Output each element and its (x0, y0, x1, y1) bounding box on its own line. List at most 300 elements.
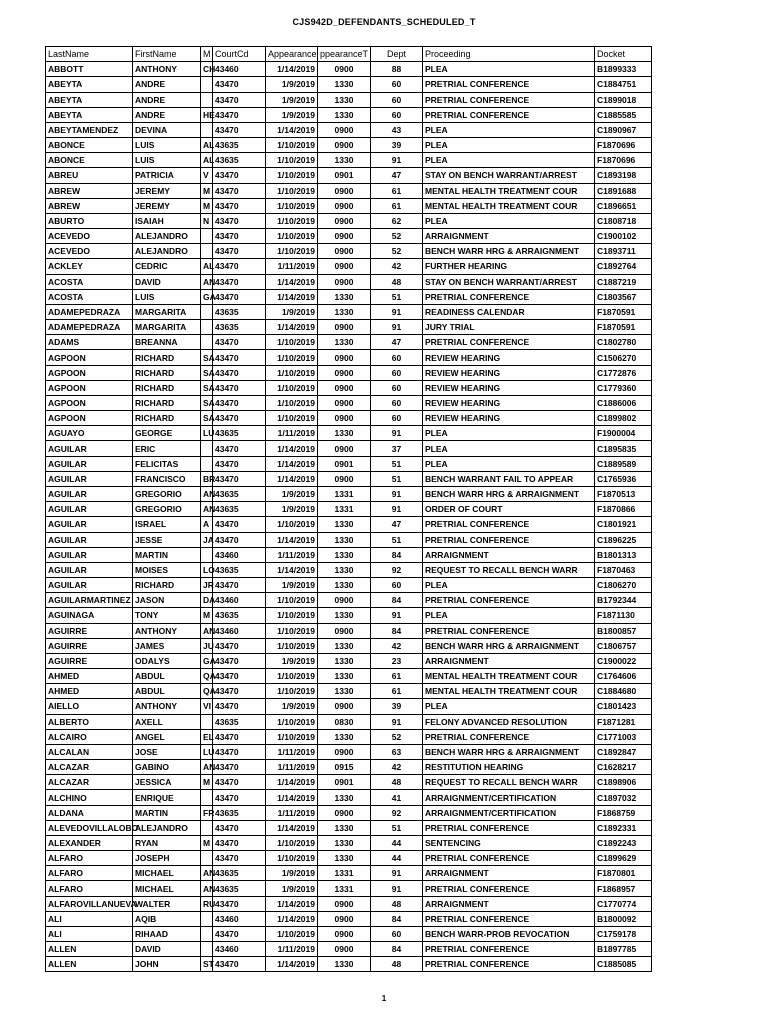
cell-dept: 51 (371, 289, 423, 304)
table-row (46, 896, 652, 911)
cell-firstname: DEVINA (133, 122, 201, 137)
cell-courtcd: 43470 (213, 684, 266, 699)
cell-courtcd: 43470 (213, 532, 266, 547)
cell-lastname: ADAMEPEDRAZA (46, 304, 133, 319)
header-dept: Dept (371, 47, 423, 62)
table-row (46, 304, 652, 319)
cell-lastname: ALDANA (46, 805, 133, 820)
cell-middle: RU (201, 896, 213, 911)
header-appearance-date: Appearance (266, 47, 318, 62)
cell-lastname: ALLEN (46, 957, 133, 972)
cell-appearance-time: 0900 (318, 320, 371, 335)
cell-docket: C1628217 (595, 760, 652, 775)
cell-middle: SA (201, 380, 213, 395)
table-row (46, 92, 652, 107)
cell-middle: AN (201, 760, 213, 775)
cell-courtcd: 43470 (213, 699, 266, 714)
cell-appearance-date: 1/10/2019 (266, 350, 318, 365)
cell-docket: B1899333 (595, 62, 652, 77)
cell-lastname: AGUILAR (46, 471, 133, 486)
cell-docket: C1765936 (595, 471, 652, 486)
cell-appearance-time: 0900 (318, 213, 371, 228)
cell-firstname: WALTER (133, 896, 201, 911)
cell-courtcd: 43470 (213, 380, 266, 395)
cell-middle (201, 926, 213, 941)
cell-appearance-date: 1/14/2019 (266, 289, 318, 304)
cell-docket: B1792344 (595, 593, 652, 608)
table-row (46, 411, 652, 426)
cell-docket: F1868957 (595, 881, 652, 896)
header-courtcd: CourtCd (213, 47, 266, 62)
cell-courtcd: 43470 (213, 926, 266, 941)
cell-firstname: ERIC (133, 441, 201, 456)
header-proceeding: Proceeding (423, 47, 595, 62)
cell-firstname: PATRICIA (133, 168, 201, 183)
cell-appearance-time: 1330 (318, 669, 371, 684)
cell-docket: F1900004 (595, 426, 652, 441)
cell-appearance-date: 1/10/2019 (266, 608, 318, 623)
cell-middle (201, 92, 213, 107)
cell-firstname: AXELL (133, 714, 201, 729)
cell-middle (201, 335, 213, 350)
cell-appearance-time: 0900 (318, 911, 371, 926)
cell-courtcd: 43470 (213, 168, 266, 183)
cell-proceeding: SENTENCING (423, 835, 595, 850)
cell-docket: C1895835 (595, 441, 652, 456)
cell-docket: C1900102 (595, 229, 652, 244)
cell-dept: 91 (371, 320, 423, 335)
cell-firstname: ANDRE (133, 107, 201, 122)
table-row (46, 881, 652, 896)
cell-middle: GA (201, 653, 213, 668)
table-row (46, 274, 652, 289)
cell-proceeding: PLEA (423, 699, 595, 714)
cell-proceeding: ARRAIGNMENT (423, 229, 595, 244)
cell-firstname: BREANNA (133, 335, 201, 350)
cell-firstname: JOHN (133, 957, 201, 972)
cell-docket: C1889589 (595, 456, 652, 471)
cell-lastname: ALI (46, 911, 133, 926)
table-row (46, 502, 652, 517)
cell-courtcd: 43470 (213, 213, 266, 228)
cell-docket: C1896651 (595, 198, 652, 213)
cell-appearance-time: 0900 (318, 198, 371, 213)
table-row (46, 153, 652, 168)
cell-lastname: ABREW (46, 183, 133, 198)
cell-courtcd: 43470 (213, 638, 266, 653)
cell-firstname: ALEJANDRO (133, 244, 201, 259)
cell-appearance-time: 0900 (318, 274, 371, 289)
cell-proceeding: PLEA (423, 441, 595, 456)
cell-appearance-date: 1/9/2019 (266, 699, 318, 714)
cell-lastname: ALFARO (46, 881, 133, 896)
cell-courtcd: 43470 (213, 335, 266, 350)
cell-docket: C1896225 (595, 532, 652, 547)
cell-proceeding: PRETRIAL CONFERENCE (423, 289, 595, 304)
cell-proceeding: STAY ON BENCH WARRANT/ARREST (423, 168, 595, 183)
cell-appearance-time: 1330 (318, 517, 371, 532)
table-row (46, 653, 652, 668)
cell-appearance-time: 1330 (318, 684, 371, 699)
cell-lastname: AGUILAR (46, 547, 133, 562)
cell-proceeding: FELONY ADVANCED RESOLUTION (423, 714, 595, 729)
cell-lastname: ACEVEDO (46, 229, 133, 244)
cell-firstname: ISRAEL (133, 517, 201, 532)
cell-dept: 84 (371, 593, 423, 608)
cell-middle: ST (201, 957, 213, 972)
cell-lastname: AGPOON (46, 380, 133, 395)
table-row (46, 790, 652, 805)
cell-courtcd: 43470 (213, 122, 266, 137)
cell-middle: CH (201, 62, 213, 77)
cell-proceeding: PRETRIAL CONFERENCE (423, 942, 595, 957)
cell-courtcd: 43635 (213, 714, 266, 729)
cell-appearance-date: 1/11/2019 (266, 547, 318, 562)
cell-firstname: LUIS (133, 153, 201, 168)
cell-courtcd: 43470 (213, 729, 266, 744)
cell-proceeding: PLEA (423, 578, 595, 593)
cell-lastname: ALBERTO (46, 714, 133, 729)
cell-lastname: AGUINAGA (46, 608, 133, 623)
cell-middle: JA (201, 532, 213, 547)
cell-middle: DA (201, 593, 213, 608)
cell-appearance-time: 0900 (318, 805, 371, 820)
cell-appearance-time: 0915 (318, 760, 371, 775)
cell-proceeding: PRETRIAL CONFERENCE (423, 92, 595, 107)
cell-appearance-date: 1/10/2019 (266, 851, 318, 866)
cell-dept: 91 (371, 866, 423, 881)
cell-docket: C1898906 (595, 775, 652, 790)
cell-courtcd: 43470 (213, 77, 266, 92)
cell-dept: 52 (371, 244, 423, 259)
cell-proceeding: PLEA (423, 213, 595, 228)
cell-appearance-time: 0900 (318, 244, 371, 259)
table-row (46, 289, 652, 304)
cell-firstname: MICHAEL (133, 881, 201, 896)
cell-firstname: JEREMY (133, 183, 201, 198)
cell-middle: JR (201, 578, 213, 593)
cell-appearance-date: 1/9/2019 (266, 92, 318, 107)
cell-appearance-time: 1330 (318, 426, 371, 441)
table-row (46, 335, 652, 350)
cell-dept: 23 (371, 653, 423, 668)
cell-firstname: RICHARD (133, 578, 201, 593)
cell-appearance-time: 1330 (318, 820, 371, 835)
cell-middle (201, 851, 213, 866)
table-row (46, 471, 652, 486)
cell-dept: 88 (371, 62, 423, 77)
cell-appearance-date: 1/10/2019 (266, 926, 318, 941)
cell-appearance-date: 1/14/2019 (266, 471, 318, 486)
cell-courtcd: 43470 (213, 456, 266, 471)
cell-docket: C1885085 (595, 957, 652, 972)
cell-appearance-time: 0900 (318, 138, 371, 153)
cell-appearance-time: 0900 (318, 229, 371, 244)
cell-lastname: AHMED (46, 684, 133, 699)
cell-proceeding: PRETRIAL CONFERENCE (423, 911, 595, 926)
cell-docket: C1802780 (595, 335, 652, 350)
table-row (46, 486, 652, 501)
cell-dept: 60 (371, 92, 423, 107)
cell-middle: N (201, 213, 213, 228)
cell-courtcd: 43635 (213, 320, 266, 335)
cell-dept: 47 (371, 168, 423, 183)
cell-appearance-time: 0901 (318, 456, 371, 471)
cell-lastname: AGUILAR (46, 517, 133, 532)
cell-middle: V (201, 168, 213, 183)
cell-lastname: AHMED (46, 669, 133, 684)
cell-firstname: LUIS (133, 138, 201, 153)
cell-courtcd: 43460 (213, 623, 266, 638)
cell-firstname: MICHAEL (133, 866, 201, 881)
cell-lastname: ALFAROVILLANUEVA (46, 896, 133, 911)
cell-appearance-time: 1330 (318, 957, 371, 972)
cell-appearance-date: 1/10/2019 (266, 623, 318, 638)
cell-appearance-date: 1/11/2019 (266, 805, 318, 820)
cell-appearance-time: 0900 (318, 942, 371, 957)
cell-appearance-date: 1/11/2019 (266, 259, 318, 274)
table-row (46, 229, 652, 244)
cell-appearance-date: 1/10/2019 (266, 213, 318, 228)
table-row (46, 926, 652, 941)
cell-docket: C1892331 (595, 820, 652, 835)
cell-firstname: JASON (133, 593, 201, 608)
cell-appearance-time: 1330 (318, 289, 371, 304)
cell-proceeding: PRETRIAL CONFERENCE (423, 957, 595, 972)
cell-proceeding: PRETRIAL CONFERENCE (423, 107, 595, 122)
cell-firstname: JOSEPH (133, 851, 201, 866)
cell-docket: C1899629 (595, 851, 652, 866)
cell-middle (201, 229, 213, 244)
cell-middle: EL (201, 729, 213, 744)
cell-firstname: RICHARD (133, 395, 201, 410)
cell-proceeding: BENCH WARR-PROB REVOCATION (423, 926, 595, 941)
table-row (46, 168, 652, 183)
cell-firstname: CEDRIC (133, 259, 201, 274)
cell-proceeding: PRETRIAL CONFERENCE (423, 532, 595, 547)
cell-dept: 91 (371, 426, 423, 441)
table-row (46, 77, 652, 92)
cell-appearance-time: 1331 (318, 866, 371, 881)
cell-firstname: GEORGE (133, 426, 201, 441)
cell-lastname: ALFARO (46, 851, 133, 866)
cell-courtcd: 43470 (213, 835, 266, 850)
cell-middle: M (201, 608, 213, 623)
cell-appearance-date: 1/11/2019 (266, 744, 318, 759)
cell-firstname: MARTIN (133, 547, 201, 562)
report-title: CJS942D_DEFENDANTS_SCHEDULED_T (292, 17, 476, 27)
cell-lastname: AGPOON (46, 365, 133, 380)
cell-middle: JU (201, 638, 213, 653)
table-row (46, 62, 652, 77)
cell-firstname: ANDRE (133, 92, 201, 107)
cell-appearance-date: 1/9/2019 (266, 486, 318, 501)
table-row (46, 138, 652, 153)
cell-dept: 60 (371, 365, 423, 380)
cell-firstname: RYAN (133, 835, 201, 850)
cell-lastname: AGUILAR (46, 562, 133, 577)
cell-appearance-date: 1/11/2019 (266, 426, 318, 441)
cell-appearance-date: 1/10/2019 (266, 714, 318, 729)
cell-appearance-time: 1330 (318, 562, 371, 577)
cell-middle: AN (201, 623, 213, 638)
cell-appearance-time: 1330 (318, 547, 371, 562)
cell-firstname: GREGORIO (133, 486, 201, 501)
table-row (46, 365, 652, 380)
cell-middle: AL (201, 138, 213, 153)
cell-appearance-date: 1/14/2019 (266, 775, 318, 790)
cell-firstname: ISAIAH (133, 213, 201, 228)
cell-appearance-date: 1/14/2019 (266, 320, 318, 335)
cell-courtcd: 43635 (213, 153, 266, 168)
cell-dept: 47 (371, 335, 423, 350)
cell-dept: 51 (371, 456, 423, 471)
cell-courtcd: 43470 (213, 669, 266, 684)
cell-dept: 51 (371, 820, 423, 835)
cell-docket: C1892847 (595, 744, 652, 759)
cell-appearance-time: 0900 (318, 593, 371, 608)
cell-appearance-time: 1330 (318, 578, 371, 593)
cell-middle (201, 911, 213, 926)
cell-dept: 91 (371, 153, 423, 168)
cell-appearance-time: 0900 (318, 122, 371, 137)
cell-docket: C1893711 (595, 244, 652, 259)
cell-middle: M (201, 835, 213, 850)
cell-proceeding: STAY ON BENCH WARRANT/ARREST (423, 274, 595, 289)
cell-docket: B1800857 (595, 623, 652, 638)
cell-appearance-time: 0900 (318, 365, 371, 380)
cell-proceeding: BENCH WARR HRG & ARRAIGNMENT (423, 486, 595, 501)
cell-docket: B1801313 (595, 547, 652, 562)
cell-appearance-date: 1/14/2019 (266, 62, 318, 77)
table-row (46, 911, 652, 926)
cell-appearance-date: 1/10/2019 (266, 335, 318, 350)
cell-appearance-date: 1/9/2019 (266, 653, 318, 668)
cell-appearance-time: 1330 (318, 304, 371, 319)
cell-lastname: ABEYTA (46, 92, 133, 107)
cell-lastname: ALEXANDER (46, 835, 133, 850)
cell-proceeding: PRETRIAL CONFERENCE (423, 881, 595, 896)
cell-docket: C1806270 (595, 578, 652, 593)
cell-docket: B1800092 (595, 911, 652, 926)
cell-firstname: AQIB (133, 911, 201, 926)
cell-docket: C1899802 (595, 411, 652, 426)
cell-lastname: ALLEN (46, 942, 133, 957)
cell-middle: AN (201, 274, 213, 289)
cell-dept: 63 (371, 744, 423, 759)
cell-courtcd: 43470 (213, 775, 266, 790)
cell-appearance-date: 1/10/2019 (266, 168, 318, 183)
cell-middle: AN (201, 866, 213, 881)
cell-appearance-time: 0900 (318, 411, 371, 426)
cell-courtcd: 43470 (213, 107, 266, 122)
cell-proceeding: PRETRIAL CONFERENCE (423, 820, 595, 835)
header-row (46, 47, 652, 62)
cell-proceeding: MENTAL HEALTH TREATMENT COUR (423, 684, 595, 699)
cell-courtcd: 43635 (213, 486, 266, 501)
cell-proceeding: RESTITUTION HEARING (423, 760, 595, 775)
table-row (46, 380, 652, 395)
cell-appearance-time: 1331 (318, 881, 371, 896)
table-row (46, 866, 652, 881)
cell-appearance-date: 1/14/2019 (266, 911, 318, 926)
cell-appearance-date: 1/10/2019 (266, 138, 318, 153)
cell-proceeding: MENTAL HEALTH TREATMENT COUR (423, 669, 595, 684)
cell-lastname: ALCHINO (46, 790, 133, 805)
cell-proceeding: PRETRIAL CONFERENCE (423, 77, 595, 92)
cell-middle: BR (201, 471, 213, 486)
cell-courtcd: 43470 (213, 198, 266, 213)
cell-docket: C1801921 (595, 517, 652, 532)
cell-courtcd: 43635 (213, 138, 266, 153)
cell-appearance-time: 1330 (318, 335, 371, 350)
cell-docket: F1870591 (595, 304, 652, 319)
cell-firstname: GABINO (133, 760, 201, 775)
cell-docket: C1886006 (595, 395, 652, 410)
cell-dept: 61 (371, 684, 423, 699)
cell-firstname: MOISES (133, 562, 201, 577)
defendants-table (45, 46, 652, 972)
cell-appearance-time: 1330 (318, 638, 371, 653)
cell-appearance-date: 1/14/2019 (266, 562, 318, 577)
cell-dept: 48 (371, 775, 423, 790)
table-row (46, 562, 652, 577)
cell-lastname: AGUILAR (46, 456, 133, 471)
cell-appearance-date: 1/9/2019 (266, 304, 318, 319)
cell-appearance-time: 0901 (318, 775, 371, 790)
cell-middle (201, 790, 213, 805)
cell-courtcd: 43460 (213, 547, 266, 562)
cell-appearance-date: 1/10/2019 (266, 411, 318, 426)
cell-firstname: ANTHONY (133, 699, 201, 714)
cell-dept: 60 (371, 350, 423, 365)
cell-courtcd: 43470 (213, 653, 266, 668)
cell-middle: M (201, 198, 213, 213)
cell-firstname: RICHARD (133, 411, 201, 426)
cell-courtcd: 43470 (213, 259, 266, 274)
cell-middle: FR (201, 805, 213, 820)
header-lastname: LastName (46, 47, 133, 62)
cell-firstname: DAVID (133, 274, 201, 289)
cell-appearance-date: 1/9/2019 (266, 77, 318, 92)
cell-lastname: AGUILAR (46, 486, 133, 501)
cell-courtcd: 43470 (213, 820, 266, 835)
cell-courtcd: 43470 (213, 790, 266, 805)
cell-middle (201, 304, 213, 319)
cell-lastname: AGUILAR (46, 502, 133, 517)
cell-lastname: ALCALAN (46, 744, 133, 759)
cell-lastname: ACOSTA (46, 274, 133, 289)
cell-lastname: ALCAZAR (46, 775, 133, 790)
cell-proceeding: REVIEW HEARING (423, 380, 595, 395)
table-row (46, 851, 652, 866)
header-firstname: FirstName (133, 47, 201, 62)
cell-appearance-date: 1/11/2019 (266, 760, 318, 775)
cell-proceeding: PLEA (423, 456, 595, 471)
cell-lastname: ALI (46, 926, 133, 941)
cell-proceeding: MENTAL HEALTH TREATMENT COUR (423, 183, 595, 198)
cell-docket: C1884680 (595, 684, 652, 699)
cell-courtcd: 43470 (213, 760, 266, 775)
cell-middle: SA (201, 350, 213, 365)
cell-appearance-time: 0900 (318, 441, 371, 456)
cell-dept: 91 (371, 502, 423, 517)
cell-dept: 91 (371, 304, 423, 319)
cell-middle: HE (201, 107, 213, 122)
table-row (46, 835, 652, 850)
table-row (46, 957, 652, 972)
cell-dept: 62 (371, 213, 423, 228)
